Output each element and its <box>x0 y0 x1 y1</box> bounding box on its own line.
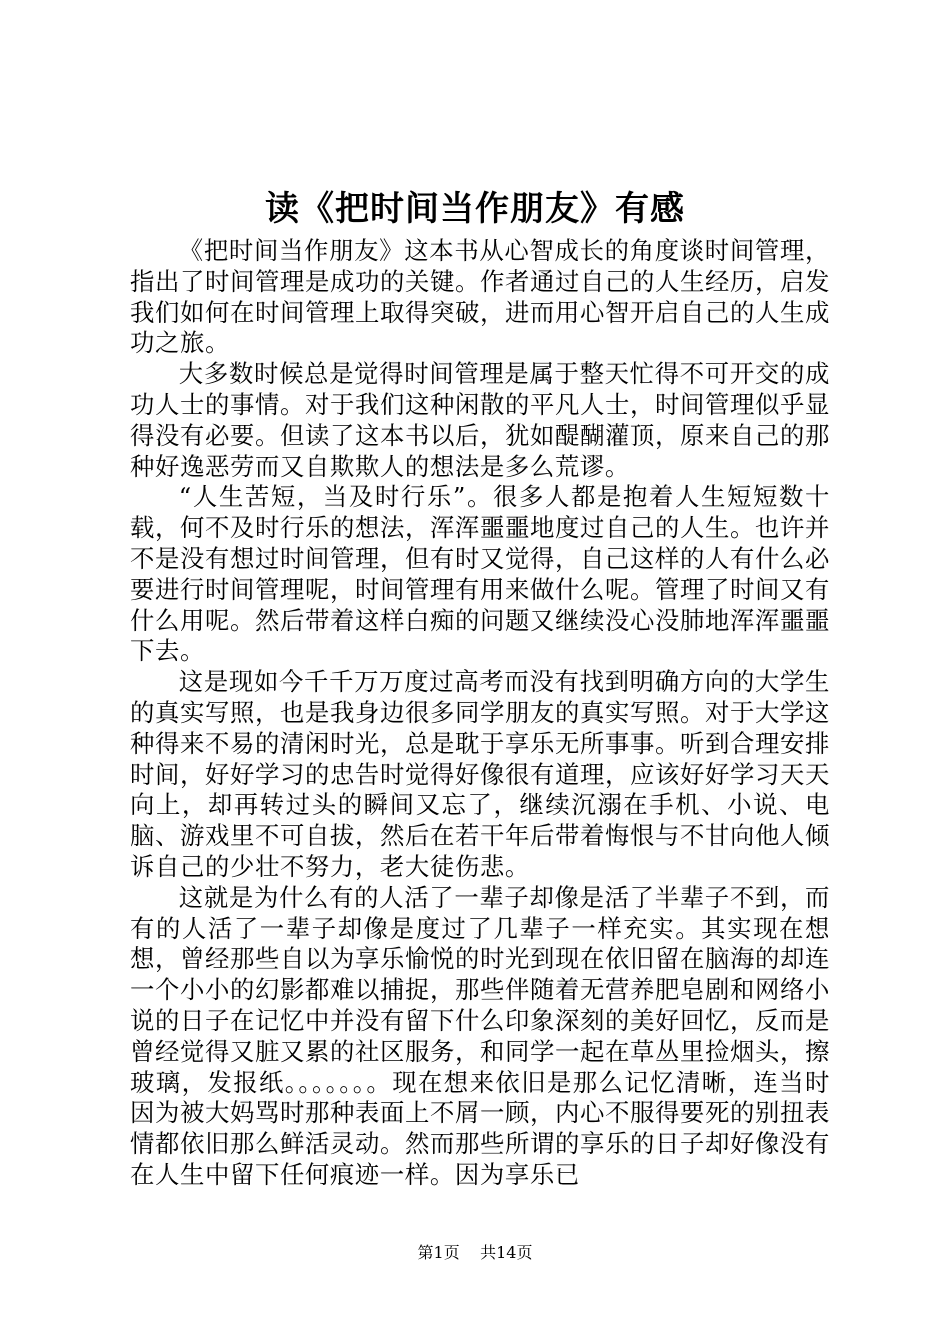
page-total: 共14页 <box>480 1243 533 1262</box>
paragraph: 大多数时候总是觉得时间管理是属于整天忙得不可开交的成功人士的事情。对于我们这种闲散的平凡人士，时间管理似乎显得没有必要。但读了这本书以后，犹如醍醐灌顶，原来自己的那种好逸恶劳而又自欺欺人的想法是多么荒谬。 <box>130 359 830 481</box>
document-title: 读《把时间当作朋友》有感 <box>265 189 685 229</box>
footer-spacer <box>465 1243 475 1262</box>
document-body <box>130 236 830 1191</box>
page-footer <box>0 1242 950 1264</box>
paragraph: “人生苦短，当及时行乐”。很多人都是抱着人生短短数十载，何不及时行乐的想法，浑浑噩噩地度过自己的人生。也许并不是没有想过时间管理，但有时又觉得，自己这样的人有什么必要进行时间管理呢，时间管理有用来做什么呢。管理了时间又有什么用呢。然后带着这样白痴的问题又继续没心没肺地浑浑噩噩下去。 <box>130 482 830 666</box>
paragraph: 《把时间当作朋友》这本书从心智成长的角度谈时间管理，指出了时间管理是成功的关键。作者通过自己的人生经历，启发我们如何在时间管理上取得突破，进而用心智开启自己的人生成功之旅。 <box>130 236 830 358</box>
paragraph: 这就是为什么有的人活了一辈子却像是活了半辈子不到，而有的人活了一辈子却像是度过了几辈子一样充实。其实现在想想，曾经那些自以为享乐愉悦的时光到现在依旧留在脑海的却连一个小小的幻影都难以捕捉，那些伴随着无营养肥皂剧和网络小说的日子在记忆中并没有留下什么印象深刻的美好回忆，反而是曾经觉得又脏又累的社区服务，和同学一起在草丛里捡烟头，擦玻璃，发报纸。。。。。。。现在想来依旧是那么记忆清晰，连当时因为被大妈骂时那种表面上不屑一顾，内心不服得要死的别扭表情都依旧那么鲜活灵动。然而那些所谓的享乐的日子却好像没有在人生中留下任何痕迹一样。因为享乐已 <box>130 882 830 1189</box>
page-number: 第1页 <box>417 1243 460 1262</box>
paragraph: 这是现如今千千万万度过高考而没有找到明确方向的大学生的真实写照，也是我身边很多同学朋友的真实写照。对于大学这种得来不易的清闲时光，总是耽于享乐无所事事。听到合理安排时间，好好学习的忠告时觉得好像很有道理，应该好好学习天天向上，却再转过头的瞬间又忘了，继续沉溺在手机、小说、电脑、游戏里不可自拔，然后在若干年后带着悔恨与不甘向他人倾诉自己的少壮不努力，老大徒伤悲。 <box>130 667 830 881</box>
